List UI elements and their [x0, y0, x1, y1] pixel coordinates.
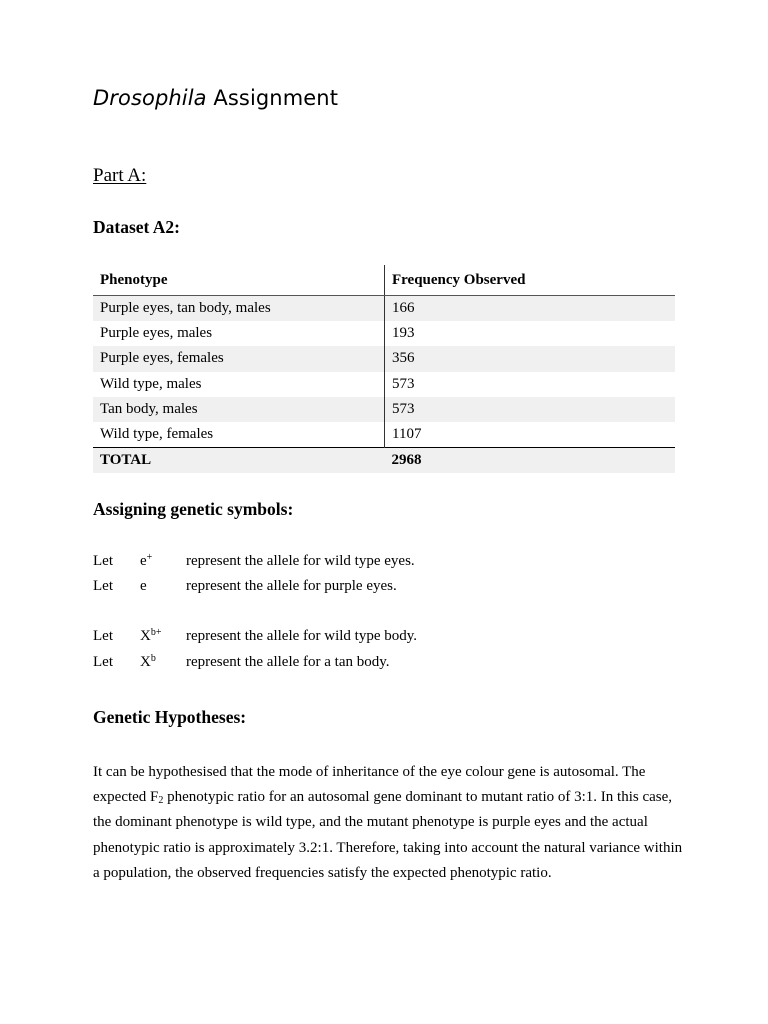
cell-total-label: TOTAL	[93, 448, 385, 474]
symbol-notation	[140, 553, 152, 570]
symbol-row	[93, 553, 593, 573]
symbol-let: Let	[93, 553, 113, 569]
table-row	[93, 372, 675, 397]
cell-frequency: 573	[385, 397, 676, 422]
title-rest-part: Assignment	[206, 86, 339, 110]
symbol-row	[93, 578, 593, 598]
paragraph-subscript: 2	[158, 795, 164, 807]
cell-frequency: 356	[385, 346, 676, 371]
phenotype-table-container	[93, 265, 675, 473]
cell-frequency: 166	[385, 296, 676, 322]
cell-phenotype: Wild type, males	[93, 372, 385, 397]
table-header-row	[93, 265, 675, 296]
symbol-superscript: b+	[150, 627, 162, 638]
symbol-row	[93, 628, 593, 648]
hypotheses-heading: Genetic Hypotheses:	[93, 707, 247, 727]
document-title	[93, 86, 338, 110]
part-heading: Part A:	[93, 165, 147, 186]
symbol-notation	[140, 578, 147, 595]
symbol-superscript: b	[150, 653, 156, 664]
symbol-superscript: +	[146, 552, 153, 563]
symbol-let: Let	[93, 578, 113, 594]
header-frequency: Frequency Observed	[385, 265, 676, 296]
cell-phenotype: Purple eyes, tan body, males	[93, 296, 385, 322]
symbol-base: X	[140, 628, 151, 644]
symbol-let: Let	[93, 654, 113, 670]
header-phenotype: Phenotype	[93, 265, 385, 296]
symbol-description: represent the allele for wild type body.	[186, 628, 418, 644]
cell-frequency: 193	[392, 325, 415, 342]
cell-phenotype: Purple eyes, males	[93, 321, 385, 346]
cell-phenotype: Wild type, females	[93, 422, 385, 448]
symbols-heading: Assigning genetic symbols:	[93, 499, 294, 519]
paragraph-text-part2: phenotypic ratio for an autosomal gene dominant to mutant ratio of 3:1. In this case, the dominant phenotype is wild type, and the mutant phenotype is purple eyes and the actual phenotypic ratio is approximately 3.2:1. Therefore, taking into account the natural variance within a population, the observed frequencies satisfy the expected phenotypic ratio.	[93, 789, 683, 881]
symbol-base: e	[140, 578, 147, 594]
symbol-notation	[140, 654, 156, 671]
cell-frequency: 573	[392, 375, 415, 392]
symbol-description: represent the allele for purple eyes.	[186, 578, 397, 594]
table-total-row	[93, 448, 675, 474]
paragraph-text-part1: It can be hypothesised that the mode of inheritance of the eye colour gene is autosomal. The expected F	[93, 764, 646, 806]
cell-total-value: 2968	[385, 448, 676, 474]
table-row	[93, 321, 675, 346]
table-row	[93, 397, 675, 422]
symbol-description: represent the allele for wild type eyes.	[186, 553, 415, 569]
table-row	[93, 422, 675, 448]
cell-phenotype: Tan body, males	[93, 397, 385, 422]
title-italic-part: Drosophila	[93, 86, 207, 110]
table-row	[93, 346, 675, 371]
symbol-notation	[140, 628, 161, 645]
symbol-base: e	[140, 553, 147, 569]
dataset-heading: Dataset A2:	[93, 217, 180, 237]
cell-frequency: 1107	[392, 426, 422, 443]
symbol-row	[93, 654, 593, 674]
symbol-description: represent the allele for a tan body.	[186, 654, 390, 670]
symbol-base: X	[140, 654, 151, 670]
table-row	[93, 296, 675, 322]
phenotype-table	[93, 265, 675, 473]
symbol-let: Let	[93, 628, 113, 644]
cell-phenotype: Purple eyes, females	[93, 346, 385, 371]
hypothesis-paragraph	[93, 760, 683, 886]
